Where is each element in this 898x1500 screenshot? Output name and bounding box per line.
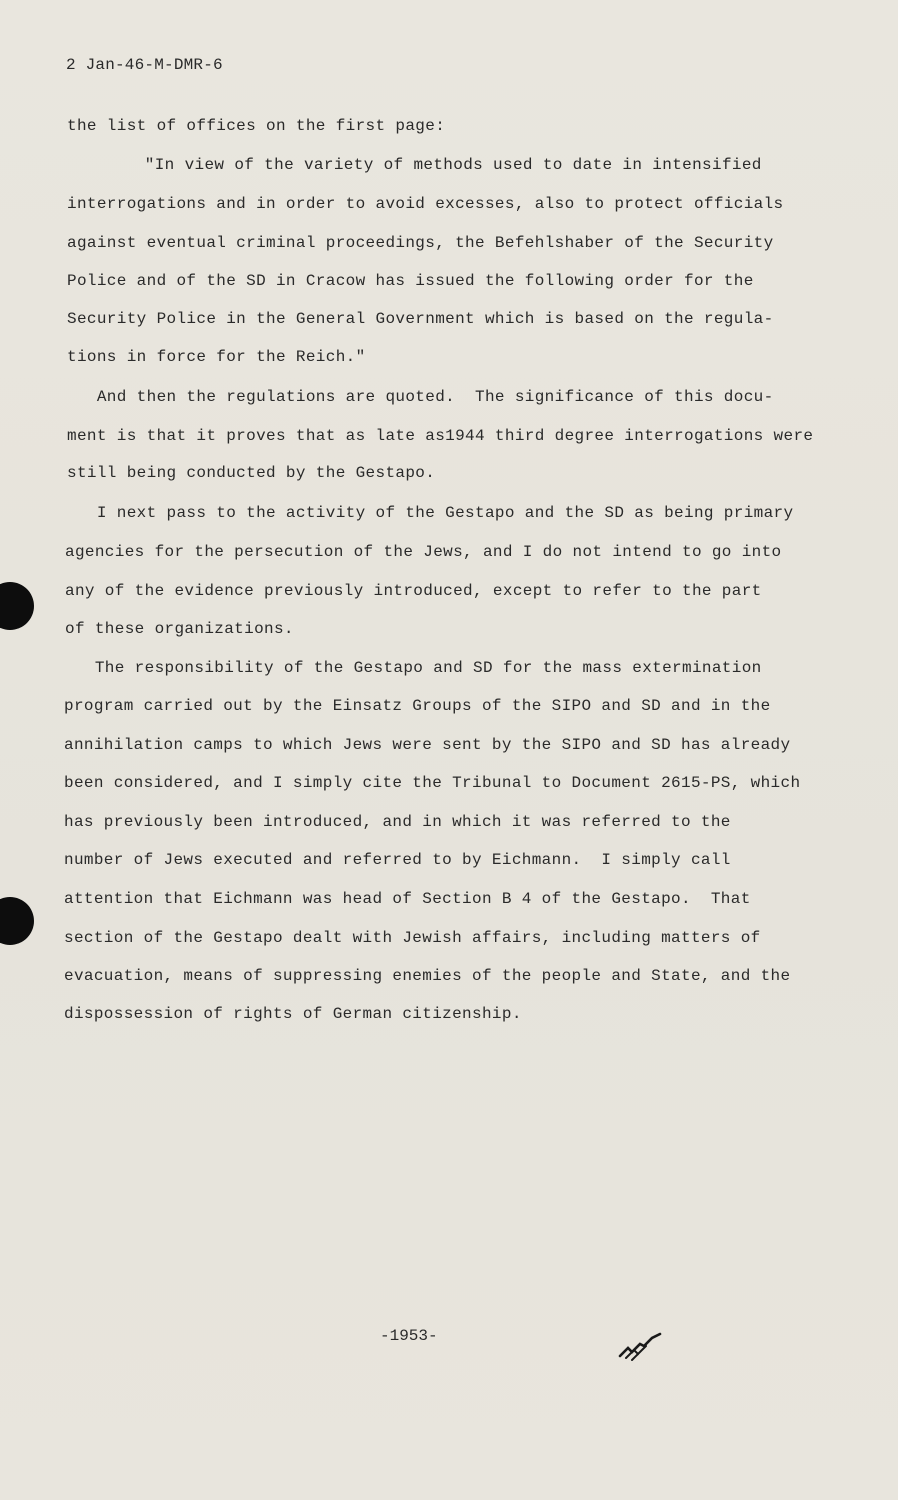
body-line: "In view of the variety of methods used to date in intensified (95, 156, 762, 174)
body-line: has previously been introduced, and in which it was referred to the (64, 813, 731, 831)
document-reference: 2 Jan-46-M-DMR-6 (66, 56, 223, 74)
body-line: annihilation camps to which Jews were sent by the SIPO and SD has already (64, 736, 791, 754)
body-line: still being conducted by the Gestapo. (67, 464, 436, 482)
body-line: attention that Eichmann was head of Section B 4 of the Gestapo. That (64, 890, 751, 908)
body-line: dispossession of rights of German citizenship. (64, 1005, 522, 1023)
punch-hole-top (0, 582, 34, 630)
body-line: interrogations and in order to avoid excesses, also to protect officials (67, 195, 784, 213)
body-line: tions in force for the Reich." (67, 348, 366, 366)
body-line: I next pass to the activity of the Gestapo and the SD as being primary (67, 504, 794, 522)
body-line: against eventual criminal proceedings, the Befehlshaber of the Security (67, 234, 774, 252)
body-line: ment is that it proves that as late as1944 third degree interrogations were (67, 427, 814, 445)
handwritten-mark-icon (618, 1330, 664, 1364)
body-line: Police and of the SD in Cracow has issued the following order for the (67, 272, 754, 290)
body-line: And then the regulations are quoted. The significance of this docu- (67, 388, 774, 406)
body-line: of these organizations. (65, 620, 294, 638)
punch-hole-bottom (0, 897, 34, 945)
body-line: evacuation, means of suppressing enemies of the people and State, and the (64, 967, 791, 985)
body-line: been considered, and I simply cite the Tribunal to Document 2615-PS, which (64, 774, 801, 792)
body-line: program carried out by the Einsatz Groups of the SIPO and SD and in the (64, 697, 771, 715)
body-line: any of the evidence previously introduced, except to refer to the part (65, 582, 762, 600)
body-line: section of the Gestapo dealt with Jewish affairs, including matters of (64, 929, 761, 947)
body-line: number of Jews executed and referred to by Eichmann. I simply call (64, 851, 731, 869)
body-line: Security Police in the General Government which is based on the regula- (67, 310, 774, 328)
body-line: The responsibility of the Gestapo and SD for the mass extermination (65, 659, 762, 677)
body-line: agencies for the persecution of the Jews, and I do not intend to go into (65, 543, 782, 561)
page-number: -1953- (380, 1327, 438, 1345)
body-line: the list of offices on the first page: (67, 117, 446, 135)
